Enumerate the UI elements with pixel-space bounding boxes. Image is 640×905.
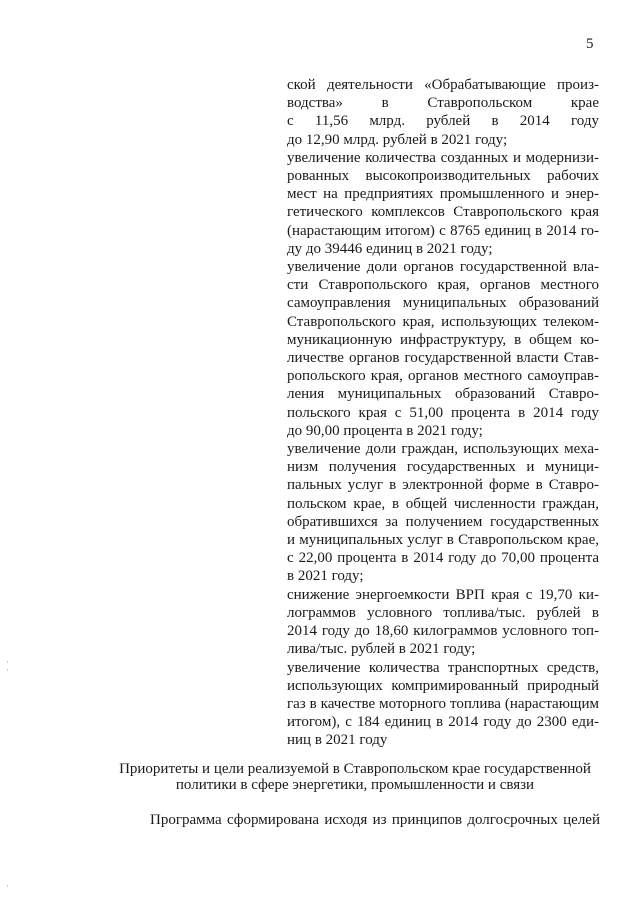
list-line: лограммов условного топлива/тыс. рублей в: [287, 604, 599, 621]
list-line: газ в качестве моторного топлива (нарастающим: [287, 695, 599, 712]
list-line: Ставропольского края, использующих телеком-: [287, 313, 599, 330]
list-line: ской деятельности «Обрабатывающие произ-: [287, 77, 599, 93]
section-heading-line-2: политики в сфере энергетики, промышленности и связи: [175, 777, 535, 793]
list-line: муникационную инфраструктуру, в общем ко-: [287, 331, 599, 348]
list-line: водства» в Ставропольском крае: [287, 95, 599, 112]
page-number: 5: [586, 36, 594, 52]
list-line: в 2021 году;: [287, 568, 364, 585]
list-line: итогом), с 184 единиц в 2014 году до 2300 еди-: [287, 714, 599, 731]
section-heading: [110, 761, 600, 793]
list-line: пальных услуг в электронной форме в Ставро-: [287, 477, 599, 494]
list-line: личестве органов государственной власти Став-: [287, 350, 599, 367]
list-line: до 12,90 млрд. рублей в 2021 году;: [287, 131, 508, 148]
list-line: ления муниципальных образований Ставро-: [287, 386, 599, 403]
list-line: увеличение количества транспортных средств,: [287, 659, 599, 676]
list-line: рованных высокопроизводительных рабочих: [287, 168, 599, 185]
list-line: увеличение количества созданных и модернизи-: [287, 149, 599, 166]
list-line: снижение энергоемкости ВРП края с 19,70 ки-: [287, 586, 599, 603]
section-heading-line-1: Приоритеты и цели реализуемой в Ставропольском крае государственной: [119, 761, 591, 777]
list-line: ниц в 2021 году: [287, 732, 388, 749]
list-line: увеличение доли органов государственной вла-: [287, 259, 599, 276]
list-line: с 22,00 процента в 2014 году до 70,00 процента: [287, 550, 599, 567]
list-line: до 90,00 процента в 2021 году;: [287, 422, 483, 439]
list-line: ропольского края, органов местного самоуправ-: [287, 368, 599, 385]
list-line: польском крае, в общей численности граждан,: [287, 495, 599, 512]
list-line: низм получения государственных и муници-: [287, 459, 599, 476]
list-line: польского края с 51,00 процента в 2014 году: [287, 404, 599, 421]
list-line: (нарастающим итогом) с 8765 единиц в 2014 го-: [287, 222, 599, 239]
list-line: мест на предприятиях промышленного и энер-: [287, 186, 599, 203]
list-line: гетического комплексов Ставропольского края: [287, 204, 599, 221]
list-line: обратившихся за получением государственных: [287, 513, 599, 530]
margin-mark: ·: [6, 881, 9, 891]
list-line: 2014 году до 18,60 килограммов условного топ-: [287, 623, 599, 640]
margin-mark: ·: [6, 665, 9, 675]
list-line: с 11,56 млрд. рублей в 2014 году: [287, 113, 599, 130]
list-line: самоуправления муниципальных образований: [287, 295, 599, 312]
list-line: и муниципальных услуг в Ставропольском крае,: [287, 532, 599, 549]
list-line: ду до 39446 единиц в 2021 году;: [287, 240, 493, 257]
body-paragraph: Программа сформирована исходя из принципов долгосрочных целей: [150, 812, 600, 828]
list-line: использующих компримированный природный: [287, 677, 599, 694]
list-line: лива/тыс. рублей в 2021 году;: [287, 641, 476, 658]
list-line: сти Ставропольского края, органов местного: [287, 277, 599, 294]
list-line: увеличение доли граждан, использующих меха-: [287, 441, 599, 458]
indicator-list: [287, 76, 599, 750]
margin-mark: ·: [6, 657, 9, 667]
